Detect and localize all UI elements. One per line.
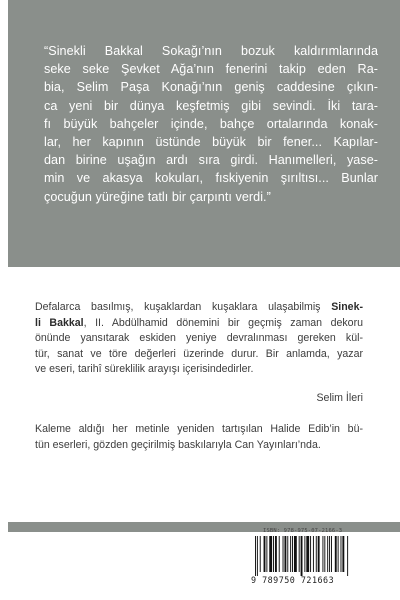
barcode-digits: 9 789750 721663: [251, 575, 335, 585]
barcode-bar: [347, 536, 348, 576]
barcode-bar: [287, 536, 288, 572]
quote-panel: [8, 0, 400, 267]
barcode-bar: [322, 536, 323, 572]
barcode-bar: [257, 536, 258, 576]
barcode-bar: [310, 536, 311, 572]
barcode-bar: [324, 536, 325, 572]
barcode-bar: [318, 536, 320, 572]
quote-line: seke seke Şevket Ağa’nın fenerini takip eden Ra-: [44, 62, 378, 77]
description-line: önünde yansıtarak eskiden yeniye devralınması gereken kül-: [35, 332, 363, 345]
barcode-bar: [283, 536, 284, 572]
barcode-bar: [313, 536, 314, 572]
barcode-bar: [304, 536, 305, 572]
barcode-bar: [255, 536, 256, 576]
publisher-note: [35, 422, 363, 453]
barcode-bar: [299, 536, 300, 572]
barcode-bar: [316, 536, 317, 572]
description-line: [35, 316, 363, 332]
barcode-bar: [335, 536, 337, 572]
quote-line: “Sinekli Bakkal Sokağı’nın bozuk kaldırımlarında: [44, 44, 378, 58]
barcode-bar: [306, 536, 309, 572]
note-line: Kaleme aldığı her metinle yeniden tartışılan Halide Edib’in bü-: [35, 423, 363, 435]
barcode-bar: [342, 536, 344, 572]
book-description: [35, 300, 363, 378]
description-line: [35, 300, 363, 316]
book-title-emphasis: li Bakkal: [35, 316, 84, 329]
barcode-bar: [329, 536, 330, 572]
quote-line: lar, her kapının üstünde büyük bir fener... Kapılar-: [44, 135, 378, 150]
barcode-bar: [273, 536, 274, 572]
barcode-bar: [284, 536, 286, 572]
back-cover-quote: [44, 42, 378, 206]
barcode-bar: [327, 536, 328, 572]
barcode-bar: [260, 536, 261, 572]
barcode-bar: [292, 536, 293, 572]
barcode-bar: [331, 536, 332, 572]
barcode-bar: [341, 536, 342, 572]
barcode-bar: [301, 536, 303, 576]
barcode-bar: [275, 536, 277, 572]
barcode-icon: [249, 536, 367, 576]
description-line: tür, sanat ve töre değerleri üzerinde durur. Bir anlamda, yazar: [35, 347, 363, 360]
quote-line: çocuğun yüreğine tatlı bir çarpıntı verdi.”: [44, 189, 271, 204]
note-line: tün eserleri, gözden geçirilmiş baskılarıyla Can Yayınları’nda.: [35, 438, 321, 451]
description-text: Defalarca basılmış, kuşaklardan kuşaklara ulaşabilmiş: [35, 301, 332, 313]
description-line: ve eseri, tarihî süreklilik arayışı içerisindedirler.: [35, 363, 254, 376]
barcode-bar: [294, 536, 297, 572]
barcode-bar: [264, 536, 266, 572]
description-text: , II. Abdülhamid dönemini bir geçmiş zaman dekoru: [83, 316, 363, 329]
quote-line: fı büyük bahçeler içinde, bahçe ortalarında konak-: [44, 116, 378, 131]
barcode-bar: [290, 536, 291, 572]
isbn-barcode-block: [249, 528, 367, 585]
quote-line: bia, Selim Paşa Konağı’nın geniş caddesine çıkın-: [44, 80, 378, 95]
book-title-emphasis: Sinek-: [331, 301, 363, 313]
quote-line: dan birine uşağın ardı sıra girdi. Hanımelleri, yase-: [44, 153, 378, 168]
barcode-bar: [338, 536, 339, 572]
quote-line: ca yeni bir dünya keşfetmiş gibi sevindi. İki tara-: [44, 98, 378, 113]
barcode-bar: [279, 536, 280, 572]
quote-line: min ve akasya kokuları, fıskiyenin şırıltısı... Bunlar: [44, 171, 378, 186]
reviewer-signature: Selim İleri: [316, 392, 363, 404]
isbn-label: ISBN: 978-975-07-2166-3: [263, 528, 343, 534]
barcode-bar: [266, 536, 267, 572]
barcode-bar: [269, 536, 272, 572]
